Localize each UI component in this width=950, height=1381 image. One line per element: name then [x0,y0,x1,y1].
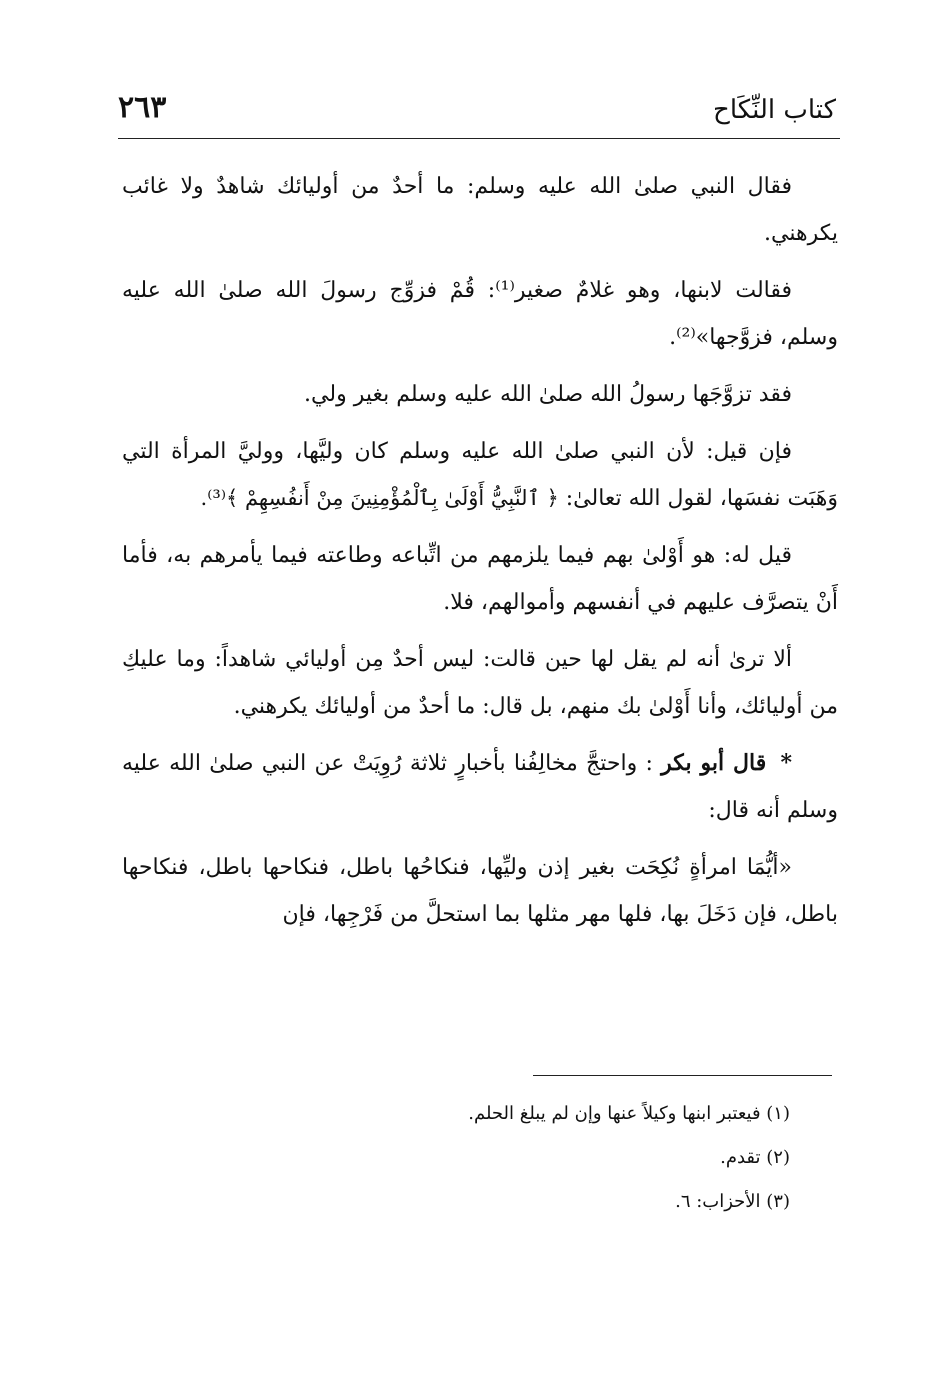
paragraph-5: قيل له: هو أَوْلىٰ بهم فيما يلزمهم من اتِّباعه وطاعته فيما يأمرهم به، فأما أَنْ يتصرَّف عليهم في أنفسهم وأموالهم، فلا. [122,543,838,615]
page-number: ٢٦٣ [118,90,167,125]
paragraph-3: فقد تزوَّجَها رسولُ الله صلىٰ الله عليه وسلم بغير ولي. [304,382,792,407]
body-text [122,163,838,948]
footnote-3: (٣) الأحزاب: ٦. [675,1191,790,1212]
paragraph-2: فقالت لابنها، وهو غلامٌ صغير⁽¹⁾: قُمْ فزوِّج رسولَ الله صلىٰ الله عليه وسلم، فزوَّجها»⁽²⁾. [122,278,838,350]
page-header [118,88,840,139]
section-star-marker: * [780,750,792,776]
paragraph-8: «أيُّمَا امرأةٍ نُكِحَت بغير إذن وليِّها، فنكاحُها باطل، فنكاحها باطل، فنكاحها باطل، فإن دَخَلَ بها، فلها مهر مثلها بما استحلَّ من فَرْجِها، فإن [122,855,838,927]
paragraph-6: ألا ترىٰ أنه لم يقل لها حين قالت: ليس أحدٌ مِن أوليائي شاهداً: وما عليكِ من أوليائك، وأنا أَوْلىٰ بك منهم، بل قال: ما أحدٌ من أوليائك يكرهني. [122,647,838,719]
running-title: كتاب النِّكَاح [713,95,836,125]
paragraph-4 [122,428,838,522]
paragraph-7-text: : واحتجَّ مخالِفُنا بأخبارٍ ثلاثة رُوِيَتْ عن النبي صلىٰ الله عليه وسلم أنه قال: [122,751,838,823]
paragraph-4-text: فإن قيل: لأن النبي صلىٰ الله عليه وسلم كان وليَّها، ووليَّ المرأة التي وَهَبَت نفسَها، لقول الله تعالىٰ: [122,439,838,511]
footnote-divider [533,1075,832,1076]
paragraph-1: فقال النبي صلىٰ الله عليه وسلم: ما أحدٌ من أوليائك شاهدٌ ولا غائب يكرهني. [122,174,838,246]
quran-verse: ﴿ ٱلنَّبِيُّ أَوْلَىٰ بِٱلْمُؤْمِنِينَ مِنْ أَنفُسِهِمْ ﴾⁽³⁾. [200,486,559,510]
speaker-label: قال أبو بكر [661,750,767,776]
footnote-1: (١) فيعتبر ابنها وكيلاً عنها وإن لم يبلغ الحلم. [468,1103,790,1124]
footnote-2: (٢) تقدم. [720,1147,790,1168]
footnotes [122,1092,790,1224]
paragraph-7 [122,740,838,834]
